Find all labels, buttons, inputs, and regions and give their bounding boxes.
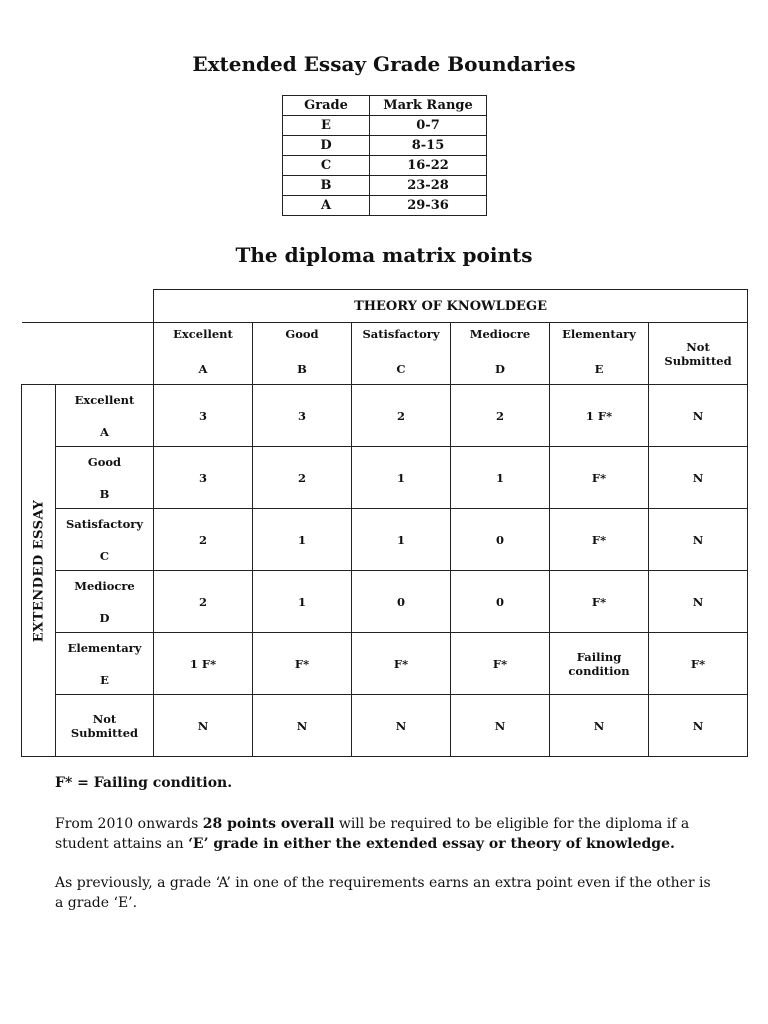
paragraph-emphasis: 28 points overall — [202, 816, 335, 832]
col-grade: C — [396, 362, 406, 376]
row-name: Good — [87, 454, 122, 469]
matrix-cell: F* — [352, 633, 451, 695]
extra-point-paragraph: As previously, a grade ‘A’ in one of the requirements earns an extra point even if the other is a grade ‘E’. — [55, 875, 711, 911]
row-header-elementary — [56, 633, 154, 695]
table-row — [22, 695, 748, 757]
matrix-cell: N — [649, 447, 748, 509]
matrix-cell: 0 — [352, 571, 451, 633]
col-grade: B — [297, 362, 307, 376]
row-grade: B — [99, 486, 110, 501]
matrix-cell: N — [649, 385, 748, 447]
diploma-matrix-table — [21, 289, 748, 757]
matrix-cell: 1 F* — [154, 633, 253, 695]
matrix-cell: 3 — [253, 385, 352, 447]
table-row — [283, 196, 487, 216]
matrix-cell: N — [649, 695, 748, 757]
matrix-cell: N — [649, 571, 748, 633]
matrix-cell: F* — [550, 571, 649, 633]
matrix-cell: 0 — [451, 571, 550, 633]
header-grade: Grade — [283, 96, 370, 116]
col-name: Mediocre — [469, 327, 531, 341]
row-grade: A — [100, 424, 109, 439]
table-row — [22, 447, 748, 509]
col-grade: A — [198, 362, 208, 376]
matrix-cell: F* — [451, 633, 550, 695]
grade-cell: D — [283, 136, 370, 156]
matrix-cell: 1 — [352, 509, 451, 571]
col-name: Satisfactory — [362, 327, 440, 341]
row-name: Elementary — [67, 640, 142, 655]
col-header-satisfactory — [352, 323, 451, 385]
matrix-cell: Failing condition — [550, 633, 649, 695]
range-cell: 23-28 — [370, 176, 487, 196]
grade-cell: B — [283, 176, 370, 196]
paragraph-text: will be required to be eligible for the diploma if a student attains an — [55, 816, 690, 852]
table-row — [22, 571, 748, 633]
boundaries-title: Extended Essay Grade Boundaries — [192, 52, 576, 76]
points-paragraph — [55, 814, 715, 854]
matrix-cell: 1 — [451, 447, 550, 509]
col-grade: E — [594, 362, 604, 376]
tok-header: THEORY OF KNOWLDEGE — [154, 290, 748, 323]
row-header-satisfactory — [56, 509, 154, 571]
paragraph-emphasis: ‘E’ grade in either the extended essay or theory of knowledge. — [188, 836, 675, 852]
grade-cell: E — [283, 116, 370, 136]
matrix-cell: 0 — [451, 509, 550, 571]
col-header-good — [253, 323, 352, 385]
row-grade: C — [99, 548, 110, 563]
matrix-cell: N — [352, 695, 451, 757]
matrix-cell: 1 — [253, 571, 352, 633]
col-header-excellent — [154, 323, 253, 385]
matrix-cell: 2 — [154, 571, 253, 633]
matrix-cell: N — [154, 695, 253, 757]
matrix-cell: N — [253, 695, 352, 757]
row-header-mediocre — [56, 571, 154, 633]
table-row — [22, 509, 748, 571]
matrix-cell: 1 — [253, 509, 352, 571]
grade-boundaries-table — [282, 95, 487, 216]
grade-cell: A — [283, 196, 370, 216]
matrix-cell: 1 — [352, 447, 451, 509]
row-grade: E — [100, 672, 109, 687]
blank-corner — [22, 323, 154, 385]
matrix-cell: 2 — [253, 447, 352, 509]
row-header-excellent — [56, 385, 154, 447]
col-name: Excellent — [173, 327, 233, 341]
ee-side-label-cell — [22, 385, 56, 757]
matrix-cell: 1 F* — [550, 385, 649, 447]
failing-note: F* = Failing condition. — [55, 775, 233, 791]
matrix-cell: 3 — [154, 385, 253, 447]
row-header-good — [56, 447, 154, 509]
col-name: Elementary — [562, 327, 636, 341]
range-cell: 0-7 — [370, 116, 487, 136]
matrix-cell: N — [550, 695, 649, 757]
tok-header-row — [22, 290, 748, 323]
range-cell: 8-15 — [370, 136, 487, 156]
range-cell: 29-36 — [370, 196, 487, 216]
header-mark-range: Mark Range — [370, 96, 487, 116]
table-row — [283, 176, 487, 196]
ee-side-label: EXTENDED ESSAY — [31, 499, 46, 642]
matrix-cell: 2 — [352, 385, 451, 447]
table-header-row — [283, 96, 487, 116]
matrix-cell: 3 — [154, 447, 253, 509]
matrix-cell: F* — [550, 509, 649, 571]
row-header-not-submitted: Not Submitted — [56, 695, 154, 757]
matrix-cell: F* — [253, 633, 352, 695]
col-header-elementary — [550, 323, 649, 385]
blank-corner — [22, 290, 154, 323]
table-row — [283, 136, 487, 156]
row-name: Mediocre — [74, 578, 135, 593]
paragraph-text: From 2010 onwards — [55, 816, 203, 832]
col-header-not-submitted: Not Submitted — [649, 323, 748, 385]
table-row — [22, 385, 748, 447]
matrix-title: The diploma matrix points — [235, 243, 533, 267]
column-header-row — [22, 323, 748, 385]
matrix-cell: 2 — [451, 385, 550, 447]
grade-cell: C — [283, 156, 370, 176]
col-grade: D — [495, 362, 505, 376]
matrix-cell: 2 — [154, 509, 253, 571]
matrix-cell: N — [451, 695, 550, 757]
table-row — [283, 156, 487, 176]
matrix-cell: F* — [550, 447, 649, 509]
col-header-mediocre — [451, 323, 550, 385]
col-name: Good — [285, 327, 319, 341]
table-row — [283, 116, 487, 136]
range-cell: 16-22 — [370, 156, 487, 176]
table-row — [22, 633, 748, 695]
row-name: Excellent — [74, 392, 135, 407]
row-grade: D — [99, 610, 110, 625]
matrix-cell: F* — [649, 633, 748, 695]
row-name: Satisfactory — [65, 516, 144, 531]
matrix-cell: N — [649, 509, 748, 571]
